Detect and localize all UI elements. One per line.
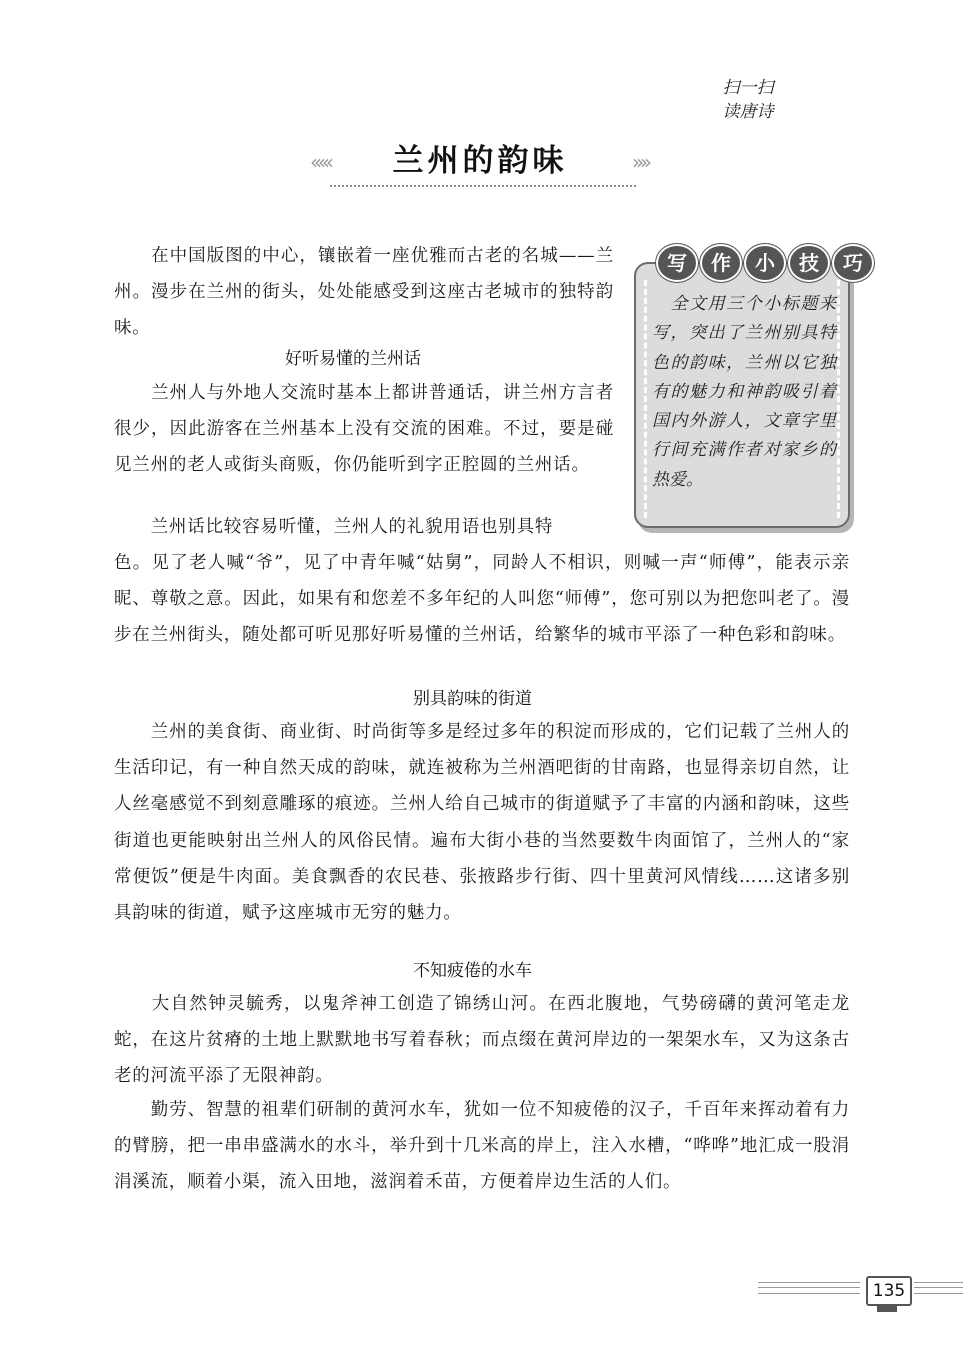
intro-paragraph: 在中国版图的中心，镶嵌着一座优雅而古老的名城——兰州。漫步在兰州的街头，处处能感受到这座古老城市的独特韵味。 bbox=[114, 246, 614, 339]
page-number-deco-left bbox=[758, 1282, 860, 1294]
dialect-paragraph-2-start: 兰州话比较容易听懂，兰州人的礼貌用语也别具特 bbox=[114, 517, 554, 537]
page-number: 135 bbox=[866, 1276, 912, 1306]
title-block bbox=[300, 138, 660, 188]
dialect-paragraph-1: 兰州人与外地人交流时基本上都讲普通话，讲兰州方言者很少，因此游客在兰州基本上没有交流的困难。不过，要是碰见兰州的老人或街头商贩，你仍能听到字正腔圆的兰州话。 bbox=[114, 383, 614, 476]
scan-label bbox=[712, 76, 784, 124]
streets-paragraph: 兰州的美食街、商业街、时尚街等多是经过多年的积淀而形成的，它们记载了兰州人的生活印记，有一种自然天成的韵味，就连被称为兰州酒吧街的甘南路，也显得亲切自然，让人丝毫感觉不到刻意雕琢的痕迹。兰州人给自己城市的街道赋予了丰富的内涵和韵味，这些街道也更能映射出兰州人的风俗民情。遍布大街小巷的当然要数牛肉面馆了，兰州人的“家常便饭”便是牛肉面。美食飘香的农民巷、张掖路步行街、四十里黄河风情线……这诸多别具韵味的街道，赋予这座城市无穷的魅力。 bbox=[114, 722, 850, 924]
tip-header-char: 作 bbox=[700, 244, 742, 282]
page-number-stand bbox=[877, 1304, 897, 1312]
tip-header-char: 小 bbox=[744, 244, 786, 282]
title-deco-right: ›››› bbox=[632, 150, 648, 174]
page-title: 兰州的韵味 bbox=[392, 143, 568, 179]
scan-label-line-2: 读唐诗 bbox=[722, 102, 774, 122]
scan-label-line-1: 扫一扫 bbox=[722, 78, 774, 98]
title-underline bbox=[330, 185, 636, 187]
tip-text: 全文用三个小标题来写，突出了兰州别具特色的韵味，兰州以它独有的魅力和神韵吸引着国内外游人，文章字里行间充满作者对家乡的热爱。 bbox=[652, 294, 836, 490]
section-title-waterwheel: 不知疲倦的水车 bbox=[413, 961, 532, 981]
section-title-dialect: 好听易懂的兰州话 bbox=[285, 349, 421, 369]
dialect-paragraph-2-rest: 色。见了老人喊“爷”，见了中青年喊“姑舅”，同龄人不相识，则喊一声“师傅”，能表示亲昵、尊敬之意。因此，如果有和您差不多年纪的人叫您“师傅”，您可别以为把您叫老了。漫步在兰州街头，随处都可听见那好听易懂的兰州话，给繁华的城市平添了一种色彩和韵味。 bbox=[114, 553, 850, 646]
tip-header-char: 技 bbox=[788, 244, 830, 282]
tip-header bbox=[656, 244, 874, 278]
title-deco-left: ‹‹‹‹‹ bbox=[310, 150, 330, 174]
writing-tip-box bbox=[634, 262, 850, 528]
tip-header-char: 写 bbox=[656, 244, 698, 282]
waterwheel-paragraph-1: 大自然钟灵毓秀，以鬼斧神工创造了锦绣山河。在西北腹地，气势磅礴的黄河笔走龙蛇，在这片贫瘠的土地上默默地书写着春秋；而点缀在黄河岸边的一架架水车，又为这条古老的河流平添了无限神韵。 bbox=[114, 994, 850, 1087]
section-title-streets: 别具韵味的街道 bbox=[413, 689, 532, 709]
waterwheel-paragraph-2: 勤劳、智慧的祖辈们研制的黄河水车，犹如一位不知疲倦的汉子，千百年来挥动着有力的臂膀，把一串串盛满水的水斗，举升到十几米高的岸上，注入水槽，“哗哗”地汇成一股涓涓溪流，顺着小渠，流入田地，滋润着禾苗，方便着岸边生活的人们。 bbox=[114, 1100, 850, 1193]
tip-header-char: 巧 bbox=[832, 244, 874, 282]
page-number-deco-right bbox=[914, 1282, 963, 1294]
